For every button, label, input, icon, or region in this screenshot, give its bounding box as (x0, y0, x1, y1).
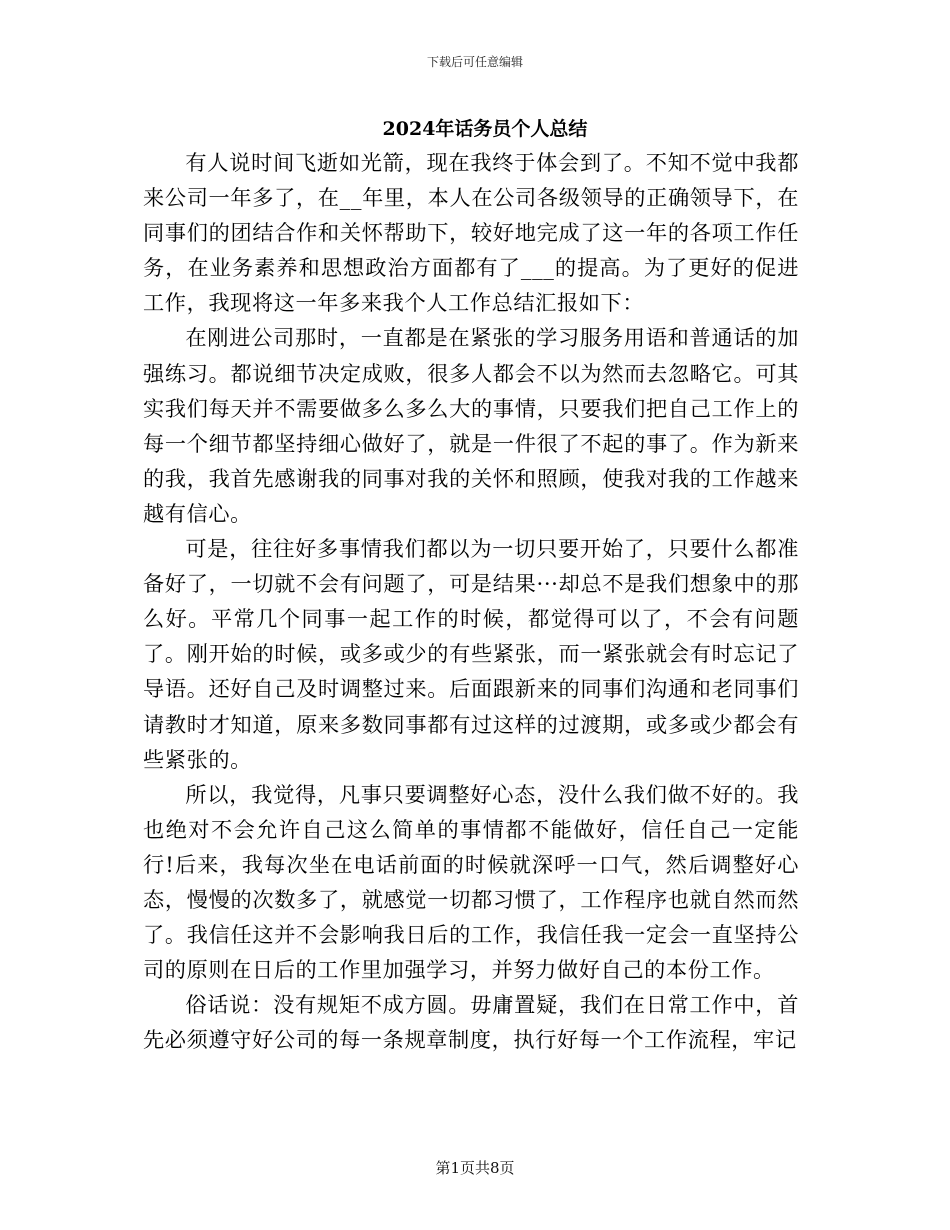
document-body (143, 145, 799, 1057)
document-title: 2024年话务员个人总结 (382, 118, 588, 140)
header-note: 下载后可任意编辑 (426, 55, 523, 69)
paragraph: 所以，我觉得，凡事只要调整好心态，没什么我们做不好的。我也绝对不会允许自己这么简单的事情都不能做好，信任自己一定能行!后来，我每次坐在电话前面的时候就深呼一口气，然后调整好心态，慢慢的次数多了，就感觉一切都习惯了，工作程序也就自然而然了。我信任这并不会影响我日后的工作，我信任我一定会一直坚持公司的原则在日后的工作里加强学习，并努力做好自己的本份工作。 (143, 781, 799, 983)
paragraph: 可是，往往好多事情我们都以为一切只要开始了，只要什么都准备好了，一切就不会有问题了，可是结果···却总不是我们想象中的那么好。平常几个同事一起工作的时候，都觉得可以了，不会有问题了。刚开始的时候，或多或少的有些紧张，而一紧张就会有时忘记了导语。还好自己及时调整过来。后面跟新来的同事们沟通和老同事们请教时才知道，原来多数同事都有过这样的过渡期，或多或少都会有些紧张的。 (143, 536, 799, 772)
page-number-footer: 第1页共8页 (435, 1159, 515, 1177)
paragraph: 俗话说：没有规矩不成方圆。毋庸置疑，我们在日常工作中，首先必须遵守好公司的每一条规章制度，执行好每一个工作流程，牢记 (143, 992, 799, 1053)
paragraph: 有人说时间飞逝如光箭，现在我终于体会到了。不知不觉中我都来公司一年多了，在__年里，本人在公司各级领导的正确领导下，在同事们的团结合作和关怀帮助下，较好地完成了这一年的各项工作任务，在业务素养和思想政治方面都有了___的提高。为了更好的促进工作，我现将这一年多来我个人工作总结汇报如下： (143, 150, 799, 316)
paragraph: 在刚进公司那时，一直都是在紧张的学习服务用语和普通话的加强练习。都说细节决定成败，很多人都会不以为然而去忽略它。可其实我们每天并不需要做多么多么大的事情，只要我们把自己工作上的每一个细节都坚持细心做好了，就是一件很了不起的事了。作为新来的我，我首先感谢我的同事对我的关怀和照顾，使我对我的工作越来越有信心。 (143, 325, 799, 526)
